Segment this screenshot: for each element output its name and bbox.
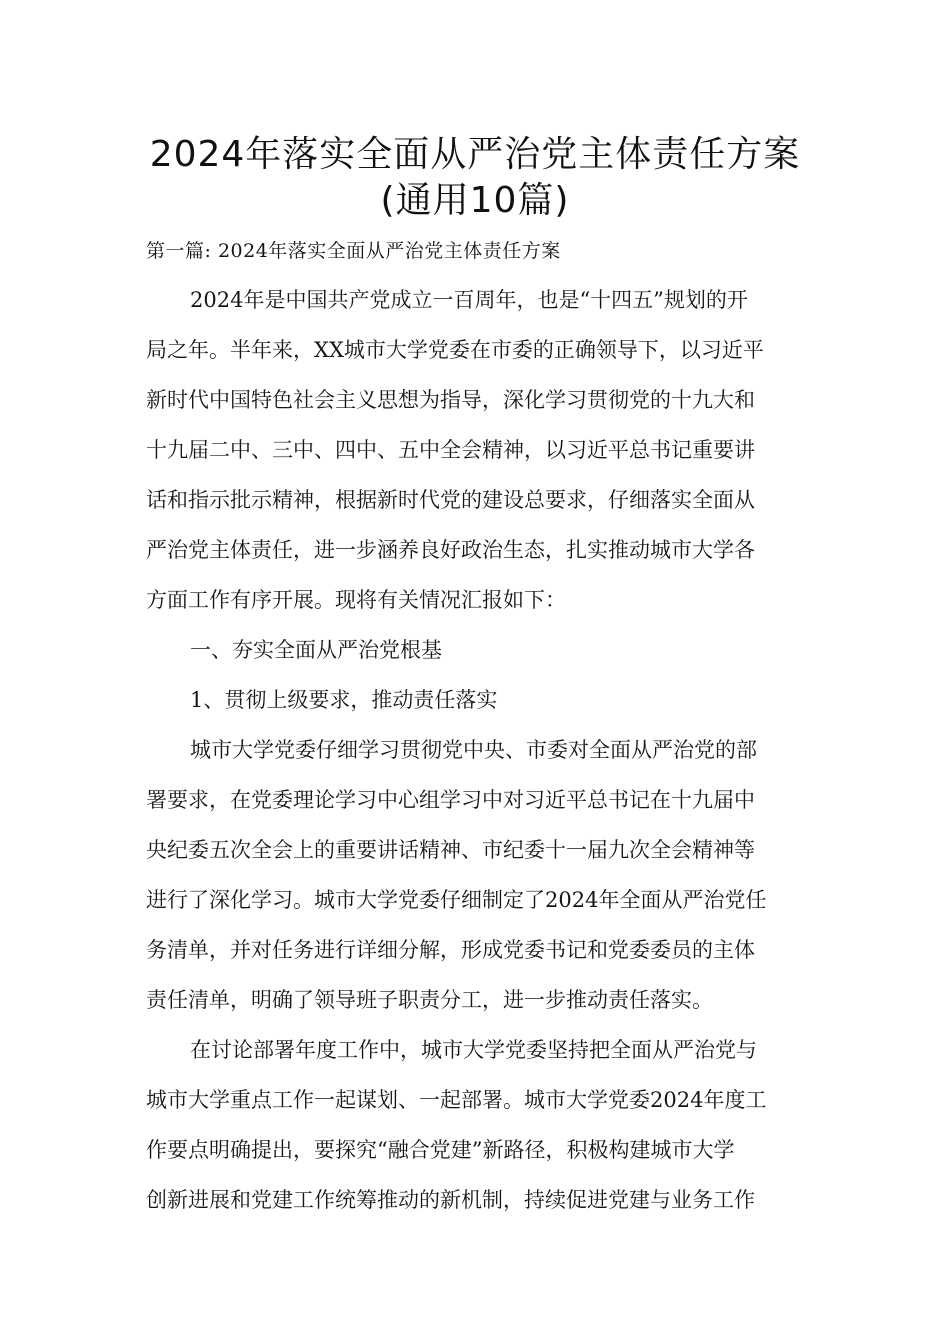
paragraph-line: 责任清单，明确了领导班子职责分工，进一步推动责任落实。 [146, 988, 713, 1012]
paragraph-line: 务清单，并对任务进行详细分解，形成党委书记和党委委员的主体 [146, 938, 755, 962]
paragraph-line: 在讨论部署年度工作中，城市大学党委坚持把全面从严治党与 [190, 1038, 757, 1062]
paragraph-line: 2024年是中国共产党成立一百周年，也是“十四五”规划的开 [190, 288, 748, 312]
document-title-line-1: 2024年落实全面从严治党主体责任方案 [149, 134, 801, 175]
paragraph-line: 城市大学重点工作一起谋划、一起部署。城市大学党委2024年度工 [146, 1088, 767, 1112]
subheading: 1、贯彻上级要求，推动责任落实 [190, 688, 498, 712]
paragraph-line: 话和指示批示精神，根据新时代党的建设总要求，仔细落实全面从 [146, 488, 755, 512]
document-title-line-2: (通用10篇) [380, 180, 570, 221]
paragraph-line: 署要求，在党委理论学习中心组学习中对习近平总书记在十九届中 [146, 788, 755, 812]
subheading: 一、夯实全面从严治党根基 [190, 638, 442, 662]
paragraph-line: 十九届二中、三中、四中、五中全会精神，以习近平总书记重要讲 [146, 438, 755, 462]
paragraph-line: 局之年。半年来，XX城市大学党委在市委的正确领导下，以习近平 [146, 338, 764, 362]
paragraph-line: 城市大学党委仔细学习贯彻党中央、市委对全面从严治党的部 [190, 738, 757, 762]
paragraph-line: 作要点明确提出，要探究“融合党建”新路径，积极构建城市大学 [146, 1138, 735, 1162]
paragraph-line: 央纪委五次全会上的重要讲话精神、市纪委十一届九次全会精神等 [146, 838, 755, 862]
paragraph-line: 进行了深化学习。城市大学党委仔细制定了2024年全面从严治党任 [146, 888, 767, 912]
paragraph-line: 新时代中国特色社会主义思想为指导，深化学习贯彻党的十九大和 [146, 388, 755, 412]
paragraph-line: 方面工作有序开展。现将有关情况汇报如下： [146, 588, 566, 612]
paragraph-line: 严治党主体责任，进一步涵养良好政治生态，扎实推动城市大学各 [146, 538, 755, 562]
paragraph-line: 创新进展和党建工作统筹推动的新机制，持续促进党建与业务工作 [146, 1188, 755, 1212]
section-heading: 第一篇: 2024年落实全面从严治党主体责任方案 [146, 240, 561, 262]
